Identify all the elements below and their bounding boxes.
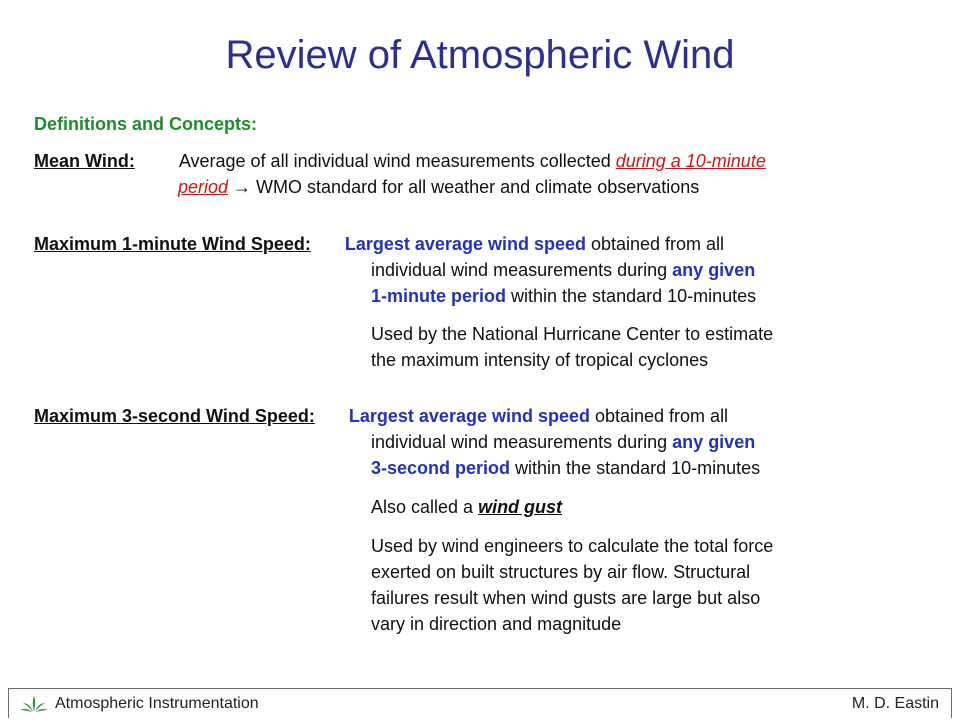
max-3sec-bold-1: Largest average wind speed <box>348 406 590 426</box>
max-1min-label: Maximum 1-minute Wind Speed: <box>34 234 311 254</box>
mean-wind-label: Mean Wind: <box>34 151 135 171</box>
max-3sec-rest-3: within the standard 10-minutes <box>510 458 761 478</box>
gust-usage-line-1: Used by wind engineers to calculate the total force <box>371 536 774 556</box>
max-1min-bold-3: 1-minute period <box>371 286 507 306</box>
max-1min-note-2: the maximum intensity of tropical cyclones <box>371 350 709 370</box>
slide-title: Review of Atmospheric Wind <box>225 33 735 77</box>
mean-wind-line-1 <box>34 148 766 174</box>
max-1min-text-2: individual wind measurements during <box>371 260 673 280</box>
max-1min-line-2 <box>371 257 755 283</box>
slide-footer <box>8 688 952 718</box>
max-1min-line-3 <box>371 283 756 309</box>
gust-usage-line-4: vary in direction and magnitude <box>371 614 622 634</box>
max-1min-bold-2: any given <box>672 260 756 280</box>
max-1min-note-1: Used by the National Hurricane Center to estimate <box>371 324 774 344</box>
footer-course-title: Atmospheric Instrumentation <box>55 695 259 712</box>
max-1min-rest-3: within the standard 10-minutes <box>506 286 757 306</box>
max-1min-line-1 <box>34 231 724 257</box>
mean-wind-highlight-1: during a 10-minute <box>615 151 766 171</box>
leaf-logo-icon <box>19 694 49 714</box>
gust-usage-line-3: failures result when wind gusts are large but also <box>371 588 761 608</box>
max-3sec-bold-2: any given <box>672 432 756 452</box>
mean-wind-text: Average of all individual wind measurements collected <box>178 151 616 171</box>
max-3sec-rest-1: obtained from all <box>589 406 729 426</box>
max-3sec-line-2 <box>371 429 755 455</box>
section-heading: Definitions and Concepts: <box>34 114 258 134</box>
max-1min-rest-1: obtained from all <box>585 234 725 254</box>
wind-gust-line <box>371 494 562 520</box>
wind-gust-prefix: Also called a <box>371 497 479 517</box>
wind-gust-term: wind gust <box>478 497 563 517</box>
mean-wind-line-2 <box>178 174 699 200</box>
mean-wind-highlight-2: period <box>178 177 229 197</box>
max-3sec-line-3 <box>371 455 760 481</box>
max-1min-bold-1: Largest average wind speed <box>344 234 586 254</box>
mean-wind-continuation: → WMO standard for all weather and climate observations <box>228 177 700 197</box>
max-3sec-text-2: individual wind measurements during <box>371 432 673 452</box>
gust-usage-line-2: exerted on built structures by air flow. Structural <box>371 562 751 582</box>
max-3sec-bold-3: 3-second period <box>371 458 511 478</box>
max-3sec-line-1 <box>34 403 728 429</box>
max-3sec-label: Maximum 3-second Wind Speed: <box>34 406 315 426</box>
footer-author: M. D. Eastin <box>851 695 939 712</box>
